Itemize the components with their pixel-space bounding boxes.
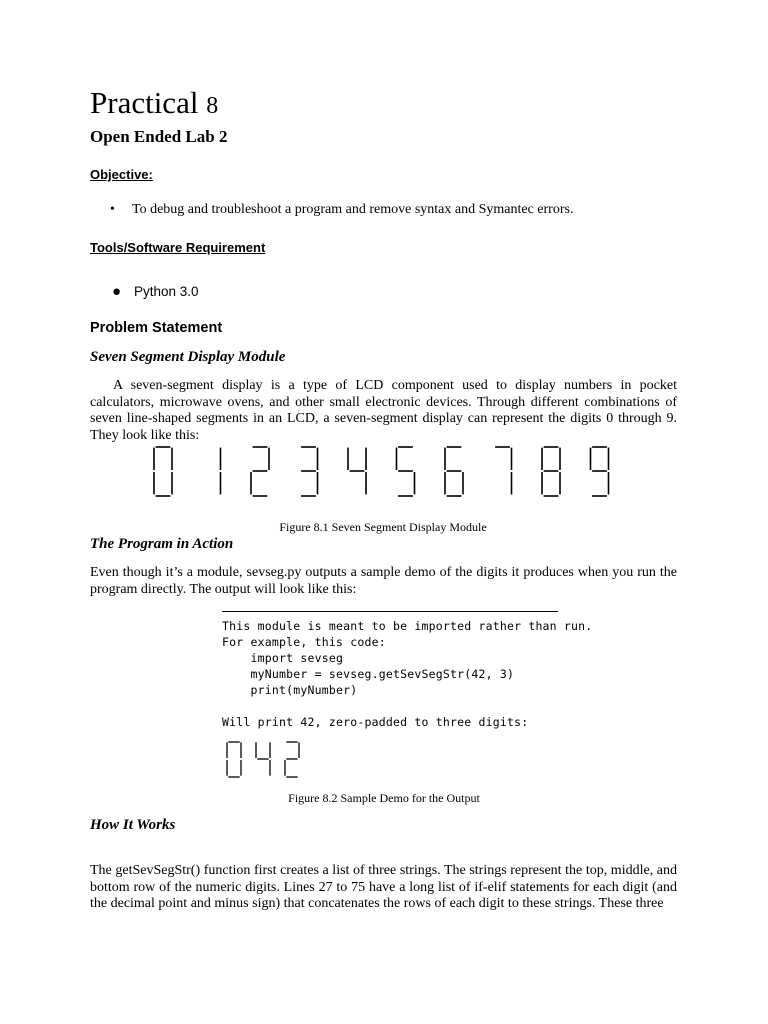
seven-segment-digit-6 (445, 447, 463, 496)
seven-segment-digit-7 (495, 447, 511, 494)
tools-bullet-text: Python 3.0 (134, 284, 199, 299)
seven-segment-digit-2 (251, 447, 269, 496)
seven-segment-digit-4 (348, 448, 366, 495)
program-in-action-paragraph: Even though it’s a module, sevseg.py outputs a sample demo of the digits it produces when you run the program directly. The output will look like this: (90, 565, 677, 597)
page-title (90, 84, 218, 125)
objective-bullet-text: To debug and troubleshoot a program and remove syntax and Symantec errors. (132, 202, 574, 217)
code-top-rule (222, 611, 558, 612)
code-line: This module is meant to be imported rather than run. (222, 619, 593, 633)
seven-segment-digit-5 (397, 447, 415, 496)
tools-heading: Tools/Software Requirement (90, 240, 266, 255)
objective-bullet (110, 202, 573, 218)
page-subtitle: Open Ended Lab 2 (90, 127, 228, 146)
bullet-icon: • (110, 202, 115, 217)
figure-8-2-caption: Figure 8.2 Sample Demo for the Output (288, 791, 480, 805)
seven-segment-digit-3 (301, 447, 317, 496)
seven-segment-figure (140, 446, 630, 502)
problem-paragraph: A seven-segment display is a type of LCD component used to display numbers in pocket calculators, microwave ovens, and other small electronic devices. Through different combinations of seven line-shaped segments in an LCD, a seven-segment display can represent the digits 0 through 9. They look like this: (90, 378, 677, 443)
program-in-action-heading: The Program in Action (90, 536, 234, 552)
seven-segment-digit-0 (227, 742, 241, 777)
how-it-works-paragraph: The getSevSegStr() function first creates a list of three strings. The strings represent the top, middle, and bottom row of the numeric digits. Lines 27 to 75 have a long list of if-elif statements for each digit (and the decimal point and minus sign) that concatenates the rows of each digit to these strings. These three (90, 863, 677, 911)
code-output-figure (222, 611, 593, 781)
page-title-number: 8 (206, 93, 219, 119)
code-line: import sevseg (222, 651, 344, 665)
page-title-word: Practical (90, 85, 199, 120)
seven-segment-digit-8 (542, 447, 560, 496)
problem-heading: Problem Statement (90, 320, 223, 336)
bullet-icon: ● (112, 283, 122, 300)
code-line: myNumber = sevseg.getSevSegStr(42, 3) (222, 667, 515, 681)
seven-segment-digit-9 (591, 447, 609, 496)
demo-seven-segment-output (224, 741, 344, 783)
seven-segment-digit-4 (256, 742, 270, 775)
code-line: Will print 42, zero-padded to three digits: (222, 715, 529, 729)
problem-subheading: Seven Segment Display Module (90, 349, 286, 365)
code-line: For example, this code: (222, 635, 386, 649)
how-it-works-heading: How It Works (90, 817, 176, 833)
objective-heading: Objective: (90, 167, 153, 182)
code-line: print(myNumber) (222, 683, 358, 697)
figure-8-1-caption: Figure 8.1 Seven Segment Display Module (279, 520, 487, 534)
tools-bullet (112, 283, 199, 300)
seven-segment-digit-2 (285, 742, 299, 777)
seven-segment-digit-0 (154, 447, 172, 496)
